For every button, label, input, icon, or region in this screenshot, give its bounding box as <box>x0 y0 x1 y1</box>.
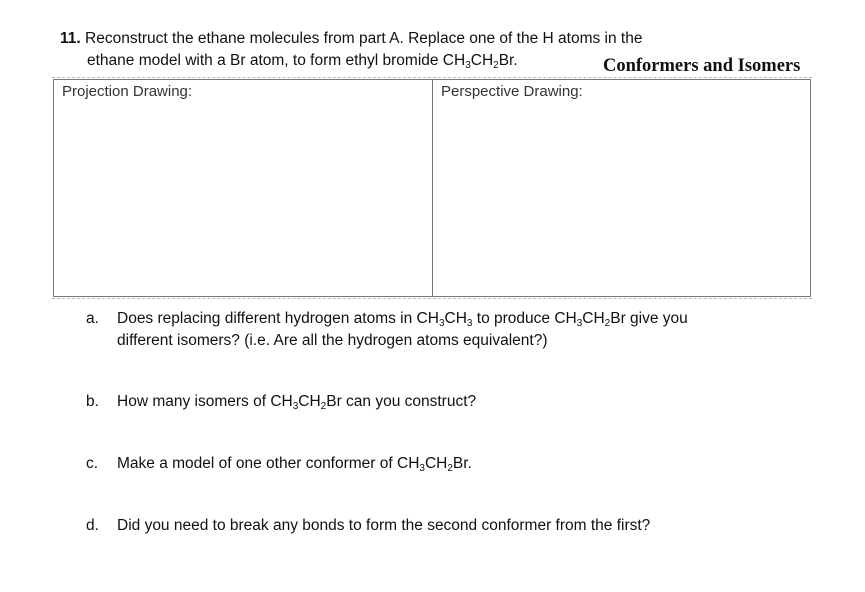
item-d <box>86 515 806 537</box>
projection-drawing-label: Projection Drawing: <box>62 83 193 100</box>
item-d-text: Did you need to break any bonds to form the second conformer from the first? <box>117 517 651 534</box>
question-line-2: ethane model with a Br atom, to form ethyl bromide $CH_3CH_2Br$. <box>87 52 518 71</box>
item-c-letter: c. <box>86 455 99 472</box>
item-a <box>86 308 786 352</box>
item-b-text: How many isomers of $CH_3CH_2Br$ can you construct? <box>117 393 477 412</box>
item-b <box>86 391 786 413</box>
section-title: Conformers and Isomers <box>603 56 801 76</box>
item-d-letter: d. <box>86 517 99 534</box>
question-number: 11. <box>60 30 81 47</box>
item-b-letter: b. <box>86 393 99 410</box>
question-line-1 <box>60 29 642 48</box>
item-a-line-1: Does replacing different hydrogen atoms in $CH_3CH_3$ to produce $CH_3CH_2Br$ give you <box>117 310 688 329</box>
item-c-text: Make a model of one other conformer of $CH_3CH_2Br$. <box>117 455 472 474</box>
perspective-drawing-box[interactable] <box>432 79 811 297</box>
question-text-1: Reconstruct the ethane molecules from part A. Replace one of the H atoms in the <box>80 30 643 47</box>
item-a-letter: a. <box>86 310 99 327</box>
top-dashed-rule <box>52 77 812 78</box>
perspective-drawing-label: Perspective Drawing: <box>441 83 583 100</box>
projection-drawing-box[interactable] <box>53 79 433 297</box>
item-c <box>86 453 786 475</box>
bottom-dashed-rule <box>52 298 812 299</box>
item-a-line-2: different isomers? (i.e. Are all the hydrogen atoms equivalent?) <box>117 332 548 349</box>
